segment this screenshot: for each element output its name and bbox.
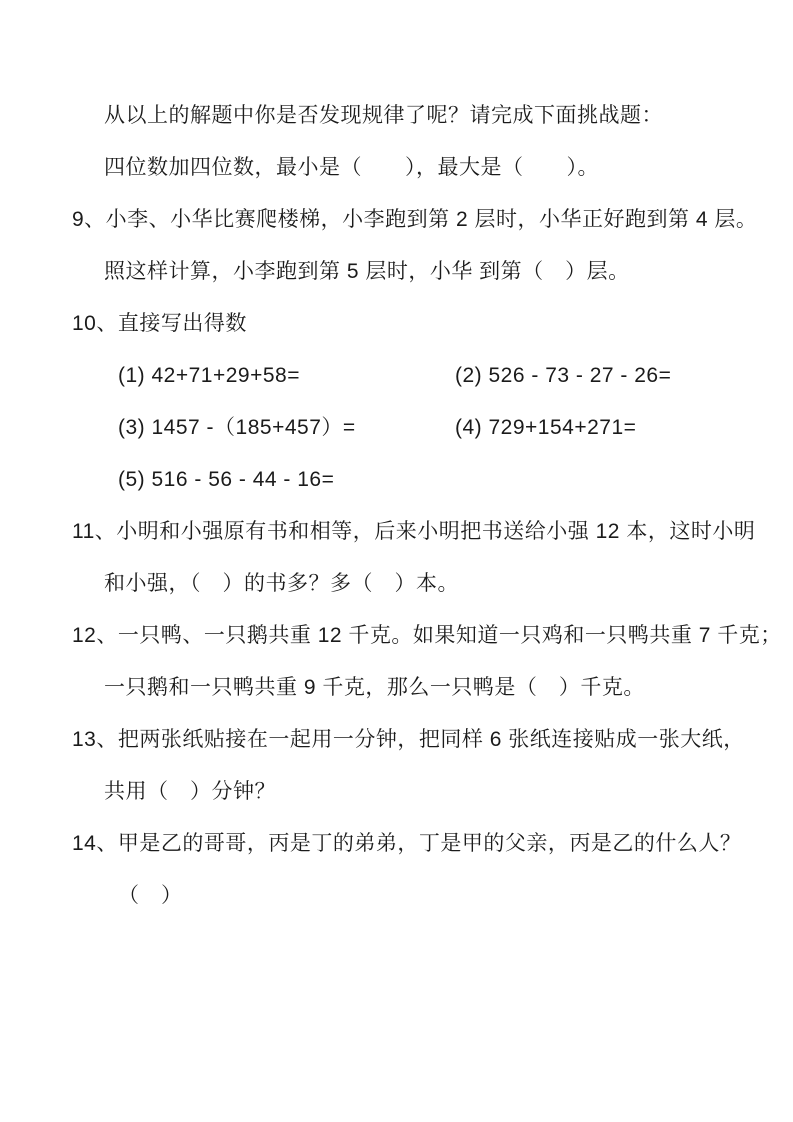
problem-13-line-1: 13、把两张纸贴接在一起用一分钟，把同样 6 张纸连接贴成一张大纸，	[72, 728, 745, 751]
equation-3: (3) 1457 -（185+457）=	[118, 416, 356, 439]
challenge-intro-prompt: 从以上的解题中你是否发现规律了呢？请完成下面挑战题：	[104, 104, 663, 127]
equation-5: (5) 516 - 56 - 44 - 16=	[118, 468, 335, 491]
problem-11-line-2: 和小强，（ ）的书多？多（ ）本。	[104, 572, 459, 595]
problem-9-line-2: 照这样计算，小李跑到第 5 层时，小华 到第（ ）层。	[104, 260, 630, 283]
problem-10-equation-row-1	[118, 350, 793, 402]
equation-4: (4) 729+154+271=	[455, 416, 637, 439]
problem-9-line-1: 9、小李、小华比赛爬楼梯，小李跑到第 2 层时，小华正好跑到第 4 层。	[72, 208, 758, 231]
problem-12-line-1: 12、一只鸭、一只鹅共重 12 千克。如果知道一只鸡和一只鸭共重 7 千克；	[72, 624, 782, 647]
problem-14-answer-blank: （ ）	[118, 884, 183, 907]
equation-1: (1) 42+71+29+58=	[118, 364, 300, 387]
problem-10-title: 10、直接写出得数	[72, 312, 247, 335]
problem-10-equation-row-2	[118, 402, 793, 454]
challenge-intro-question: 四位数加四位数，最小是（ ），最大是（ ）。	[104, 156, 599, 179]
problem-11-line-1: 11、小明和小强原有书和相等，后来小明把书送给小强 12 本，这时小明	[72, 520, 756, 543]
problem-14-line-1: 14、甲是乙的哥哥，丙是丁的弟弟，丁是甲的父亲，丙是乙的什么人？	[72, 832, 742, 855]
equation-2: (2) 526 - 73 - 27 - 26=	[455, 364, 672, 387]
problem-12-line-2: 一只鹅和一只鸭共重 9 千克，那么一只鸭是（ ）千克。	[104, 676, 645, 699]
problem-13-line-2: 共用（ ）分钟？	[104, 780, 276, 803]
